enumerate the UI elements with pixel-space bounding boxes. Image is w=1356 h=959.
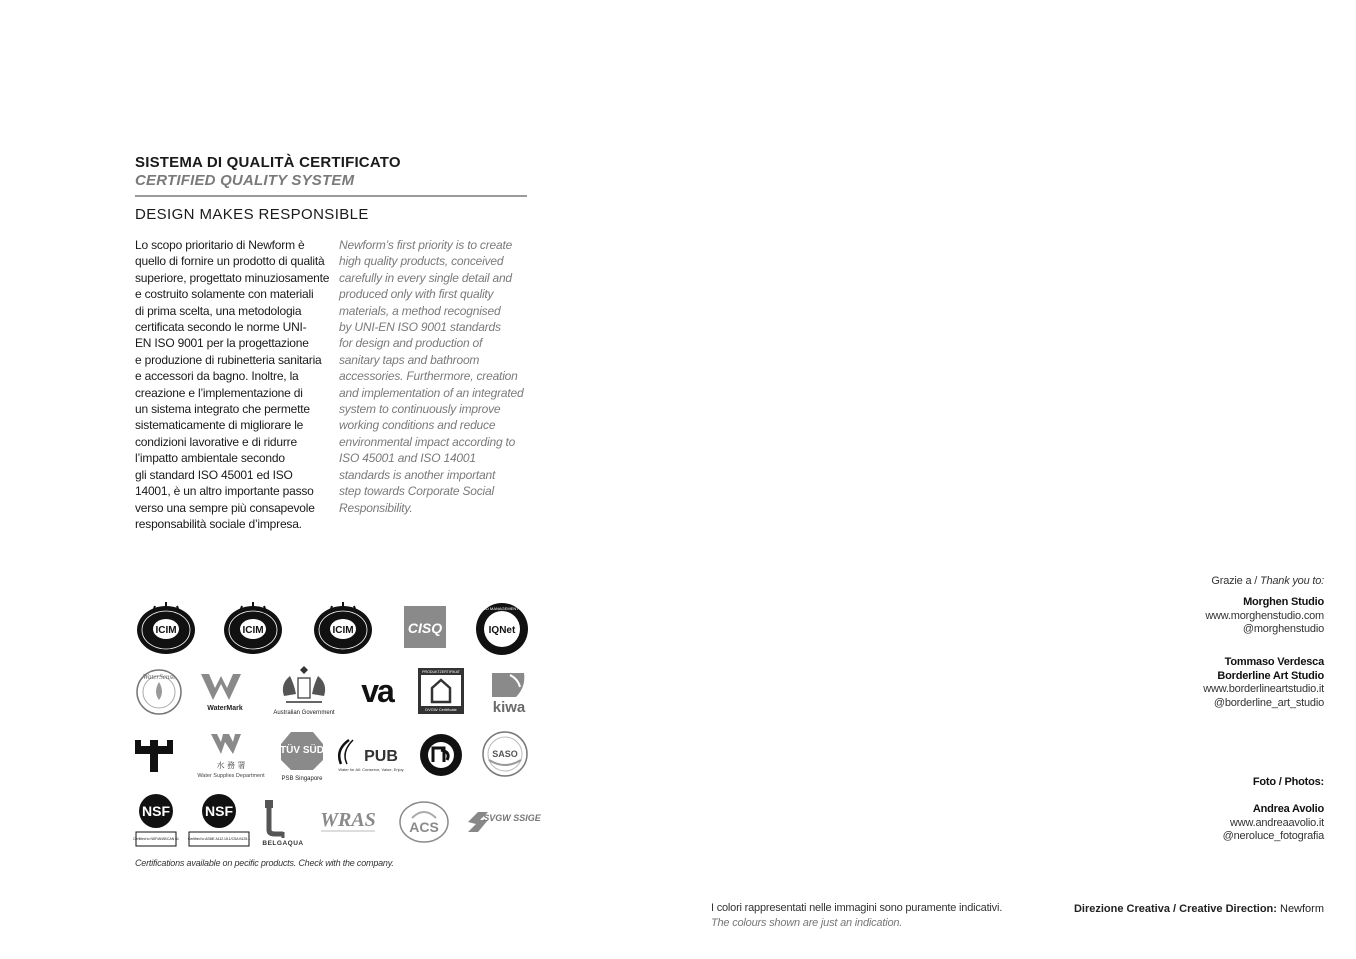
australian-gov-logo (270, 666, 338, 718)
body-line: carefully in every single detail and (339, 270, 512, 285)
credit-website: www.andreaavolio.it (1229, 816, 1324, 829)
kiwa-logo (488, 669, 530, 715)
wras-logo (317, 806, 379, 834)
belgaqua-text: BELGAQUA (262, 840, 304, 847)
credit-name: Andrea Avolio (1252, 803, 1324, 815)
iqnet-ring-text: CERTIFIED MANAGEMENT SYSTEM (467, 606, 537, 611)
svgw-text: SVGW SSIGE (483, 813, 541, 823)
wsd-chinese-text: 水 務 署 (216, 761, 246, 770)
credit-name: Morghen Studio (1243, 596, 1324, 608)
svgw-logo (466, 808, 541, 836)
credit-social: @neroluce_fotografia (1222, 830, 1324, 842)
nsf-cert-text: Certified to NSF/ANSI/CAN 61 (133, 837, 179, 841)
photos-label: Foto / Photos: (1252, 776, 1324, 788)
icim-logo-1 (135, 600, 197, 656)
body-line: high quality products, conceived (339, 254, 504, 269)
disclaimer-italian: I colori rappresentati nelle immagini sono puramente indicativi. (711, 902, 1003, 914)
body-line: sistematicamente di migliorare le (135, 418, 304, 433)
acs-text: ACS (409, 819, 439, 835)
body-line: materials, a method recognised (339, 303, 501, 318)
body-line: produced only with first quality (339, 287, 494, 302)
credit-website: www.borderlineartstudio.it (1203, 683, 1324, 695)
wras-text: WRAS (320, 809, 376, 831)
body-line: 14001, è un altro importante passo (135, 484, 314, 499)
body-line: gli standard ISO 45001 ed ISO (135, 467, 293, 482)
credit-social: @borderline_art_studio (1213, 696, 1324, 709)
credit-name: Borderline Art Studio (1217, 669, 1324, 682)
body-line: system to continuously improve (339, 402, 501, 417)
icim-text: ICIM (242, 625, 264, 636)
body-line: quello di fornire un prodotto di qualità (135, 254, 325, 269)
credit-social: @morghenstudio (1242, 623, 1324, 635)
icim-logo-2 (222, 600, 284, 656)
water-supplies-dept-logo (193, 732, 269, 780)
credit-borderline (1203, 656, 1324, 710)
wsd-text: Water Supplies Department (197, 773, 265, 779)
body-line: l’impatto ambientale secondo (135, 451, 285, 466)
body-line: Newform’s first priority is to create (339, 238, 513, 252)
dvgw-bottom-text: DVGW Certificate (425, 707, 457, 712)
body-line: and implementation of an integrated (339, 385, 524, 400)
body-line: verso una sempre più consapevole (135, 500, 315, 515)
cisq-logo (404, 606, 446, 648)
icim-logo-3 (312, 600, 374, 656)
icim-text: ICIM (155, 625, 177, 636)
kiwa-text: kiwa (492, 699, 526, 716)
creative-direction-value: Newform (1276, 903, 1324, 915)
body-line: superiore, progettato minuziosamente (135, 270, 330, 285)
divider (135, 195, 527, 197)
saso-text: SASO (492, 749, 518, 759)
body-line: certificata secondo le norme UNI- (135, 320, 307, 335)
body-line: responsabilità sociale d’impresa. (135, 516, 302, 531)
watermark-logo (199, 672, 255, 712)
body-line: ISO 45001 and ISO 14001 (339, 451, 476, 466)
body-line: EN ISO 9001 per la progettazione (135, 336, 309, 351)
nsf-text: NSF (142, 803, 170, 819)
certifications-note: Certifications available on pecific products. Check with the company. (135, 858, 394, 868)
thanks-italian: Grazie a / (1211, 575, 1260, 587)
body-english (339, 237, 529, 516)
watersense-logo (135, 668, 183, 716)
body-line: working conditions and reduce (339, 418, 496, 433)
credit-website: www.morghenstudio.com (1205, 609, 1324, 622)
nsf-logo-2 (188, 793, 250, 849)
nsf-text: NSF (205, 803, 233, 819)
dvgw-top-text: PRODUKTZERTIFIKAT (422, 670, 460, 674)
iqnet-text: IQNet (488, 625, 516, 636)
australian-gov-text: Australian Government (273, 710, 335, 716)
va-logo (352, 674, 402, 708)
credit-andrea (1223, 803, 1324, 844)
credit-morghen (1205, 596, 1324, 637)
body-line: e costruito solamente con materiali (135, 287, 314, 302)
pub-tagline: Water for All: Conserve, Value, Enjoy (338, 767, 404, 772)
pub-text: PUB (364, 748, 398, 765)
body-line: standards is another important (339, 467, 496, 482)
acs-logo (398, 798, 450, 844)
body-line: e produzione di rubinetteria sanitaria (135, 352, 322, 367)
thanks-line (1211, 575, 1324, 589)
tuv-psb-logo (279, 730, 325, 782)
body-line: for design and production of (339, 336, 483, 351)
body-line: accessories. Furthermore, creation (339, 369, 518, 384)
disclaimer-english: The colours shown are just an indication. (711, 917, 903, 929)
body-line: sanitary taps and bathroom (339, 352, 480, 367)
body-line: step towards Corporate Social (339, 484, 494, 499)
body-line: Lo scopo prioritario di Newform è (135, 238, 305, 252)
creative-direction-label: Direzione Creativa / Creative Direction: (1073, 903, 1277, 915)
body-line: by UNI-EN ISO 9001 standards (339, 320, 501, 335)
creative-direction (1074, 903, 1324, 915)
title-italian: SISTEMA DI QUALITÀ CERTIFICATO (135, 154, 401, 171)
va-text: va (361, 673, 393, 709)
title-english: CERTIFIED QUALITY SYSTEM (135, 172, 355, 189)
body-line: condizioni lavorative e di ridurre (135, 434, 297, 449)
nsf-logo-1 (135, 793, 177, 849)
body-line: di prima scelta, una metodologia (135, 303, 302, 318)
gost-logo (417, 732, 465, 778)
body-line: Responsibility. (339, 500, 413, 515)
psb-text: PSB Singapore (281, 776, 323, 782)
subtitle: DESIGN MAKES RESPONSIBLE (135, 206, 369, 223)
dvgw-logo (418, 668, 464, 714)
nsf-cert-text: Certified to ASME A112.18.1/CSA B125.1 (187, 837, 251, 841)
cisq-text: CISQ (407, 620, 443, 636)
body-line: creazione e l’implementazione di (135, 385, 303, 400)
tap-symbol-logo (133, 738, 175, 774)
body-italian (135, 237, 335, 532)
credit-name: Tommaso Verdesca (1224, 656, 1324, 668)
icim-text: ICIM (332, 625, 354, 636)
colors-disclaimer (711, 901, 1002, 931)
body-line: e accessori da bagno. Inoltre, la (135, 369, 299, 384)
thanks-english: Thank you to: (1259, 575, 1324, 587)
body-line: un sistema integrato che permette (135, 402, 310, 417)
iqnet-logo (467, 601, 537, 657)
pub-logo (333, 736, 409, 776)
saso-logo (481, 730, 529, 778)
tuv-text: TÜV SÜD (280, 745, 324, 756)
body-line: environmental impact according to (339, 434, 516, 449)
belgaqua-logo (261, 798, 307, 846)
watermark-text: WaterMark (207, 705, 243, 712)
watersense-text: WaterSense (142, 673, 176, 681)
